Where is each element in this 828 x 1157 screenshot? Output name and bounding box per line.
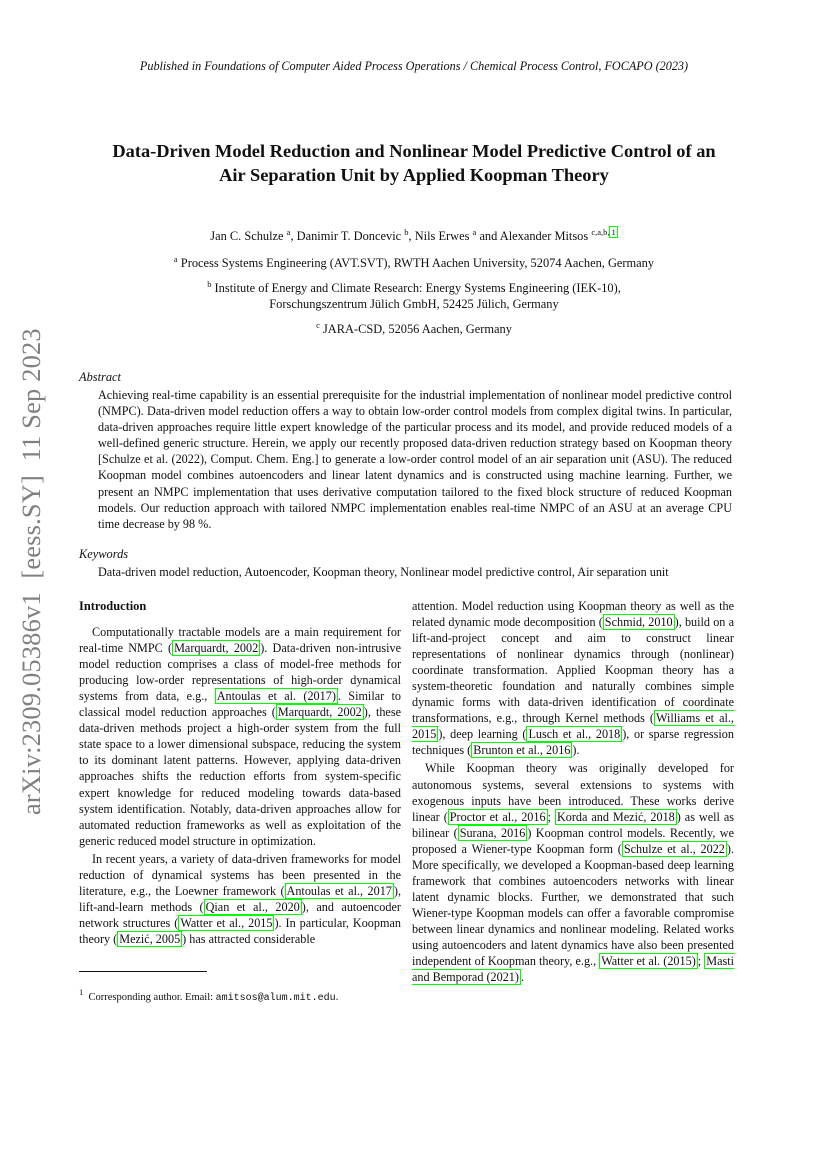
citation-link[interactable]: Schmid, 2010 (604, 615, 673, 630)
title-line-1: Data-Driven Model Reduction and Nonlinear Model Predictive Control of an (112, 141, 716, 161)
citation-link[interactable]: Surana, 2016 (459, 825, 526, 840)
author-affil-sup: a (286, 227, 291, 237)
citation-link[interactable]: Mezić, 2005 (119, 931, 181, 946)
citation-link[interactable]: Marquardt, 2002 (277, 705, 362, 720)
keywords-label: Keywords (79, 547, 129, 561)
author-affil-sup: a (472, 227, 477, 237)
left-column (79, 598, 401, 947)
affiliation-a: $^a$ Process Systems Engineering (AVT.SVT), RWTH Aachen University, 52074 Aachen, Germany (173, 254, 655, 270)
citation-link[interactable]: Brunton et al., 2016 (473, 743, 571, 758)
citation-link[interactable]: Proctor et al., 2016 (449, 809, 546, 824)
citation-link[interactable]: Williams et al., 2015 (412, 711, 734, 742)
affiliation-b: $^b$ Institute of Energy and Climate Research: Energy Systems Engineering (IEK-10), Forschungszentrum Jülich GmbH, 52425 Jülich, Germany (207, 279, 621, 312)
paragraph: While Koopman theory was originally developed for autonomous systems, several extensions to systems with exogenous inputs have been introduced. These works derive linear ( Proctor et al., 2016 ; Korda and Mezić, 2018 ) as well as bilinear ( Surana, 2016 ) Koopman control models. Recently, we proposed a Wiener-type Koopman form ( Schulze et al., 2022 ). More specifically, we developed a Koopman-based deep learning framework that combines autoencoders networks with linear latent dynamic blocks. Further, we demonstrated that such Wiener-type Koopman models can offer a favorable compromise between linear dynamics and nonlinear modeling. Related works using autoencoders and latent dynamics have also been presented independent of Koopman theory, e.g., Watter et al. (2015) ; Masti and Bemporad (2021) . (412, 761, 735, 985)
citation-link[interactable]: Lusch et al., 2018 (528, 727, 621, 742)
paragraph: attention. Model reduction using Koopman theory as well as the related dynamic mode decomposition ( Schmid, 2010 ), build on a lift-and-project concept and aim to construct linear representations of nonlinear dynamics through (nonlinear) coordinate transformation. Applied Koopman theory has a system-theoretic foundation and naturally combines simple dynamic forms with data-driven identification of coordinate transformations, e.g., through Kernel methods ( Williams et al., 2015 ), deep learning ( Lusch et al., 2018 ), or sparse regression techniques ( Brunton et al., 2016 ). (412, 599, 734, 758)
section-heading: Introduction (79, 599, 147, 613)
and-word: and (479, 229, 498, 243)
arxiv-stamp: arXiv:2309.05386v1 [eess.SY] 11 Sep 2023 (16, 328, 46, 815)
citation-link[interactable]: Antoulas et al., 2017 (286, 883, 392, 898)
citation-link[interactable]: Antoulas et al. (2017) (216, 689, 336, 704)
citation-link[interactable]: Masti and Bemporad (2021) (412, 954, 734, 985)
citation-link[interactable]: Qian et al., 2020 (205, 899, 300, 914)
keywords-text: Data-driven model reduction, Autoencoder, Koopman theory, Nonlinear model predictive control, Air separation unit (98, 565, 669, 579)
author-name: Nils Erwes (414, 229, 470, 243)
citation-link[interactable]: Marquardt, 2002 (174, 641, 259, 656)
author-name: Danimir T. Doncevic (296, 229, 402, 243)
citation-link[interactable]: Korda and Mezić, 2018 (556, 809, 675, 824)
author-affil-sup: c,a,b, 1 (591, 227, 616, 237)
journal-header: Published in Foundations of Computer Aided Process Operations / Chemical Process Control, FOCAPO (2023) (139, 59, 689, 73)
paragraph: Computationally tractable models are a main requirement for real-time NMPC ( Marquardt, 2002 ). Data-driven non-intrusive model reduction comprises a class of model-free methods for producing low-order representations of high-order dynamical systems from data, e.g., Antoulas et al. (2017) . Similar to classical model reduction approaches ( Marquardt, 2002 ), these data-driven methods project a high-order system from the full state space to a lower dimensional subspace, reducing the system to its dominant latent patterns. However, applying data-driven approaches shifts the reduction efforts from system-specific expert knowledge for reduced modeling towards data-based system identification. Notably, data-driven approaches allow for automated reduction frameworks as well as exploitation of the generic reduced model structure in optimization. (79, 625, 402, 848)
footnote-link[interactable]: 1 (611, 227, 616, 237)
author-name: Jan C. Schulze (210, 229, 284, 243)
paragraph: In recent years, a variety of data-driven frameworks for model reduction of dynamical systems has been presented in the literature, e.g., the Loewner framework ( Antoulas et al., 2017 ), lift-and-learn methods ( Qian et al., 2020 ), and autoencoder network structures ( Watter et al., 2015 ). In particular, Koopman theory ( Mezić, 2005 ) has attracted considerable (79, 851, 401, 946)
author-name: Alexander Mitsos (499, 229, 589, 243)
citation-link[interactable]: Watter et al. (2015) (601, 954, 696, 969)
author-affil-sup: b (404, 227, 409, 237)
author-list: Jan C. Schulze $^a$, Danimir T. Doncevic $^b$, Nils Erwes $^a$ and Alexander Mitsos $^{c,a,b, 1}$ (210, 227, 616, 243)
citation-link[interactable]: Schulze et al., 2022 (623, 841, 725, 856)
abstract-label: Abstract (79, 370, 121, 384)
right-column (412, 598, 734, 985)
abstract-text: Achieving real-time capability is an essential prerequisite for the industrial implementation of nonlinear model predictive control (NMPC). Data-driven model reduction offers a way to obtain low-order control models from complex digital twins. In particular, data-driven approaches require little expert knowledge of the particular process and its model, and provide reduced models of a well-defined generic structure. Herein, we apply our recently proposed data-driven reduction strategy based on Koopman theory [Schulze et al. (2022), Comput. Chem. Eng.] to generate a low-order control model of an air separation unit (ASU). The reduced Koopman model combines autoencoders and linear latent dynamics and is constructed using machine learning. Further, we present an NMPC implementation that uses derivative computation tailored to the fixed block structure of reduced Koopman models. Our reduction approach with tailored NMPC implementation enables real-time NMPC of an ASU at an average CPU time decrease by 98 %. (98, 388, 732, 531)
email-link[interactable]: amitsos@alum.mit.edu (215, 993, 336, 1004)
affiliation-c: $^c$ JARA-CSD, 52056 Aachen, Germany (316, 320, 512, 336)
citation-link[interactable]: Watter et al., 2015 (180, 915, 273, 930)
title-line-2: Air Separation Unit by Applied Koopman Theory (219, 165, 609, 185)
footnote-rule (79, 971, 207, 972)
footnote: $^1$ Corresponding author. Email: amitsos@alum.mit.edu. (79, 987, 339, 1004)
paper-title (70, 139, 758, 187)
